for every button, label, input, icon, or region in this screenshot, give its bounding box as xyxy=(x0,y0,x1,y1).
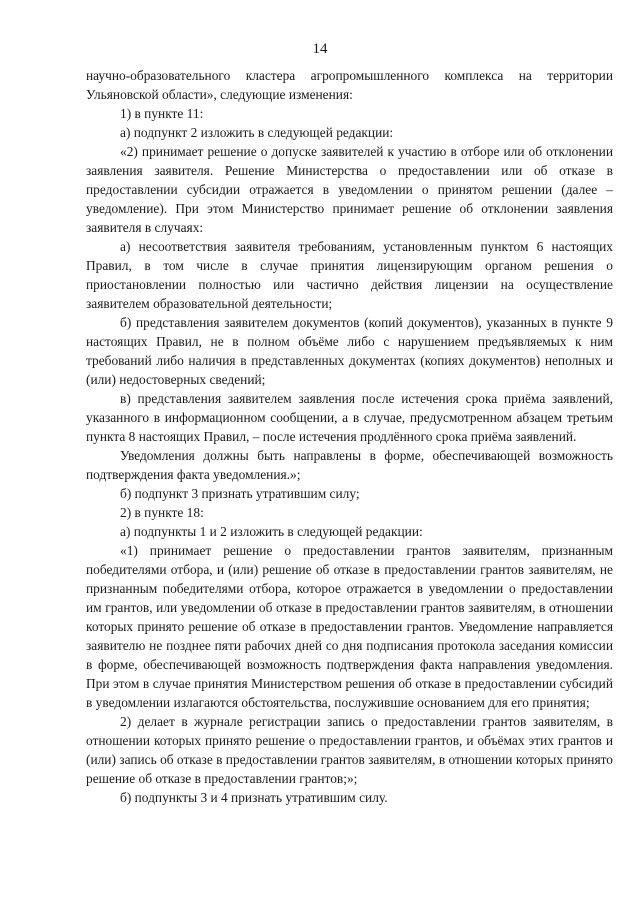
paragraph: б) подпункт 3 признать утратившим силу; xyxy=(120,486,360,501)
paragraph: «2) принимает решение о допуске заявителей к участию в отборе или об отклонении заявления заявителя. Решение Министерства о предоставлении или об отказе в предоставлении субсидии отражается в уведомлении о принятом решении (далее – уведомление). При этом Министерство принимает решение об отклонении заявления заявителя в случаях: xyxy=(86,144,613,235)
paragraph: 2) делает в журнале регистрации запись о предоставлении грантов заявителям, в отношении которых принято решение о предоставлении грантов, и объёмах этих грантов и (или) запись об отказе в предоставлении грантов заявителям, в отношении которых принято решение об отказе в предоставлении грантов;»; xyxy=(86,714,613,786)
paragraph: в) представления заявителем заявления после истечения срока приёма заявлений, указанного в информационном сообщении, а в случае, предусмотренном абзацем третьим пункта 8 настоящих Правил, – после истечения продлённого срока приёма заявлений. xyxy=(86,391,613,444)
paragraph: 2) в пункте 18: xyxy=(120,505,204,520)
page-number: 14 xyxy=(312,41,328,57)
paragraph: а) подпункт 2 изложить в следующей редакции: xyxy=(120,125,394,140)
paragraph: б) представления заявителем документов (копий документов), указанных в пункте 9 настоящих Правил, не в полном объёме либо с нарушением предъявляемых к ним требований либо наличия в представленных документах (копиях документов) неполных и (или) недостоверных сведений; xyxy=(86,315,613,387)
paragraph: а) подпункты 1 и 2 изложить в следующей редакции: xyxy=(120,524,423,539)
paragraph: «1) принимает решение о предоставлении грантов заявителям, признанным победителями отбора, и (или) решение об отказе в предоставлении грантов заявителям, не признанным победителями отбора, которое отражается в уведомлении о предоставлении им грантов, или уведомлении об отказе в предоставлении грантов заявителям, в отношении которых принято решение об отказе в предоставлении грантов. Уведомление направляется заявителю не позднее пяти рабочих дней со дня подписания протокола заседания комиссии в форме, обеспечивающей возможность подтверждения факта направления уведомления. При этом в случае принятия Министерством решения об отказе в предоставлении субсидий в уведомлении излагаются обстоятельства, послужившие основанием для его принятия; xyxy=(86,543,613,710)
paragraph: научно-образовательного кластера агропромышленного комплекса на территории Ульяновской области», следующие изменения: xyxy=(86,68,613,102)
paragraph: б) подпункты 3 и 4 признать утратившим силу. xyxy=(120,790,388,805)
paragraph: 1) в пункте 11: xyxy=(120,106,204,121)
paragraph: Уведомления должны быть направлены в форме, обеспечивающей возможность подтверждения факта уведомления.»; xyxy=(86,448,613,482)
document-body xyxy=(86,66,613,807)
paragraph: а) несоответствия заявителя требованиям, установленным пунктом 6 настоящих Правил, в том числе в случае принятия лицензирующим органом решения о приостановлении полностью или частично действия лицензии на осуществление заявителем образовательной деятельности; xyxy=(86,239,613,311)
